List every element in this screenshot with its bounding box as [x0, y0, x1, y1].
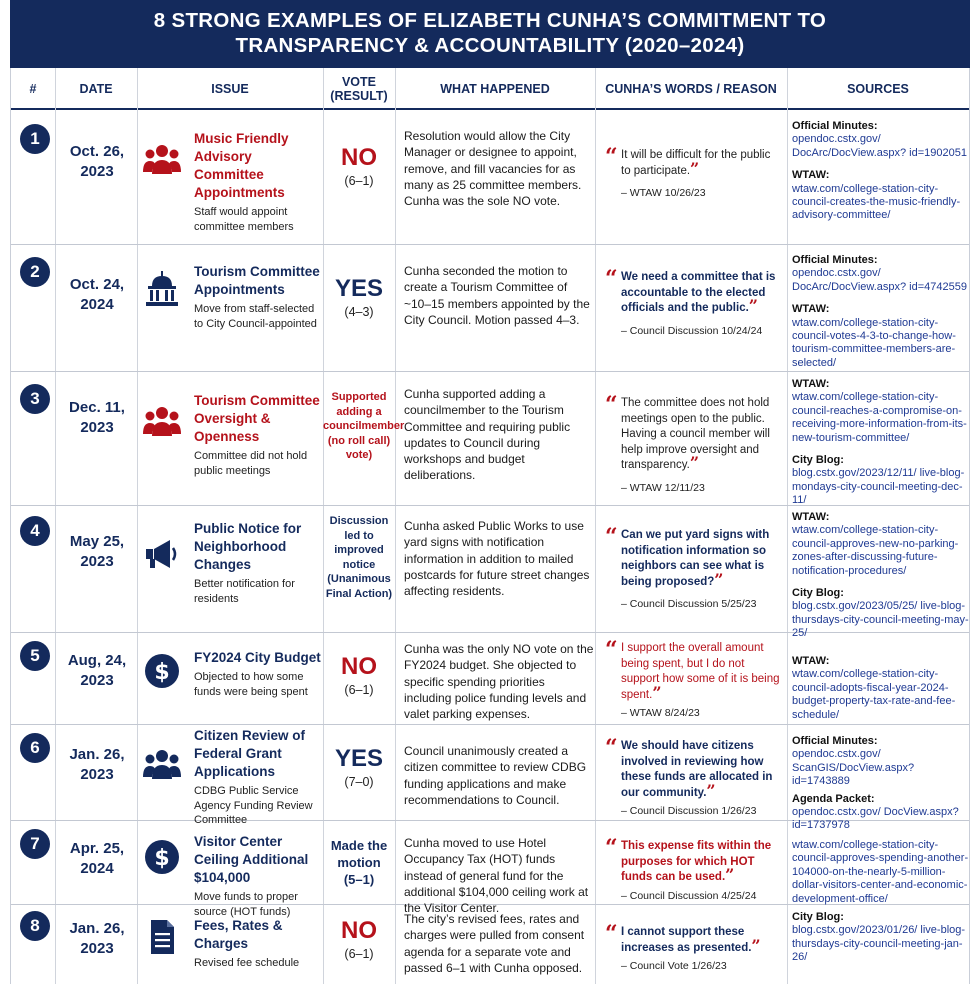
source-label: Official Minutes:	[792, 254, 878, 266]
row-sources	[792, 911, 970, 965]
source-label: Agenda Packet:	[792, 792, 875, 805]
quote-source: – Council Vote 1/26/23	[621, 960, 727, 972]
vote-count: (5–1)	[343, 872, 375, 887]
quote-source: – Council Discussion 5/25/23	[621, 598, 757, 610]
source-link[interactable]: opendoc.cstx.gov/ DocArc/DocView.aspx? id=4742559	[792, 267, 967, 293]
what-happened: Cunha seconded the motion to create a Tourism Committee of ~10–15 members appointed by the City Council. Motion passed 4–3.	[404, 264, 590, 327]
vote-result: YES	[334, 745, 384, 772]
vote-result: Discussion led to improved notice (Unanimous Final Action)	[325, 515, 393, 600]
issue-title: Tourism Committee Appointments	[194, 264, 320, 297]
row-issue	[194, 130, 324, 234]
source-label: City Blog:	[792, 454, 844, 467]
source-link[interactable]: opendoc.cstx.gov/ DocArc/DocView.aspx? id=1902051	[792, 133, 967, 159]
vote-result: YES	[334, 275, 384, 302]
header-date: DATE	[79, 82, 113, 96]
row-sources	[792, 254, 970, 370]
source-link[interactable]: opendoc.cstx.gov/ ScanGIS/DocView.aspx? id=1743889	[792, 748, 915, 788]
header-sources: SOURCES	[847, 82, 909, 96]
row-vote	[323, 390, 405, 463]
people-icon	[142, 402, 182, 442]
source-link[interactable]: blog.cstx.gov/2023/01/26/ live-blog-thursdays-city-council-meeting-jan-26/	[792, 924, 966, 964]
quote-text: I support the overall amount being spent, but I do not support how some of it is being spent.	[621, 642, 780, 701]
row-sources	[792, 378, 970, 508]
row-date: Dec. 11, 2023	[69, 399, 125, 436]
row-date: May 25, 2023	[69, 533, 125, 570]
row-date: Apr. 25, 2024	[69, 840, 125, 877]
svg-text:$: $	[154, 846, 170, 871]
row-vote	[323, 917, 395, 961]
row-vote	[323, 837, 395, 888]
quote-text: I cannot support these increases as presented.	[621, 926, 752, 954]
vote-count: (6–1)	[344, 174, 374, 188]
source-link[interactable]: opendoc.cstx.gov/ DocView.aspx?id=1737978	[792, 806, 959, 832]
title-line-2: TRANSPARENCY & ACCOUNTABILITY (2020–2024)	[235, 34, 745, 57]
row-date: Oct. 26, 2023	[69, 143, 125, 180]
table-row	[11, 372, 969, 506]
vote-result: NO	[341, 653, 377, 680]
quote-source: – WTAW 8/24/23	[621, 707, 700, 719]
what-happened: Cunha asked Public Works to use yard signs with notification information in addition to mailed postcards for future street changes affecting residents.	[404, 519, 590, 599]
quote-text: Can we put yard signs with notification information so neighbors can see what is being proposed?	[621, 529, 770, 588]
header-what: WHAT HAPPENED	[440, 82, 550, 96]
source-label: City Blog:	[792, 911, 844, 923]
row-issue	[194, 392, 324, 478]
cunha-quote: “ This expense fits within the purposes for which HOT funds can be used.” – Council Discussion 4/25/24	[605, 839, 781, 902]
row-vote	[323, 745, 395, 789]
table-row	[11, 633, 969, 725]
table-row	[11, 506, 969, 640]
row-sources	[792, 655, 970, 722]
source-link[interactable]: wtaw.com/college-station-city-council-votes-4-3-to-change-how-tourism-committee-members-are-selected/	[792, 316, 956, 369]
examples-table	[10, 68, 970, 984]
row-issue	[194, 917, 324, 971]
row-number-badge: 7	[20, 829, 50, 859]
vote-result: NO	[341, 917, 377, 944]
source-link[interactable]: wtaw.com/college-station-city-council-adopts-fiscal-year-2024-budget-property-tax-rate-and-fee-schedule/	[792, 668, 956, 721]
row-number-badge: 2	[20, 257, 50, 287]
header-num: #	[29, 82, 37, 96]
issue-title: Tourism Committee Oversight & Openness	[194, 393, 320, 444]
vote-count: (6–1)	[344, 947, 374, 961]
table-row	[11, 245, 969, 372]
dollar-icon	[142, 651, 182, 691]
issue-subtitle: Move funds to proper source (HOT funds)	[194, 891, 298, 918]
quote-source: – Council Discussion 4/25/24	[621, 889, 757, 902]
row-number-badge: 1	[20, 124, 50, 154]
header-vote	[323, 68, 395, 110]
table-row	[11, 905, 969, 984]
row-sources	[792, 839, 970, 906]
what-happened: Cunha supported adding a councilmember to the Tourism Committee and requiring public updates to Council during workshops and budget deliberations.	[404, 387, 571, 483]
issue-title: Fees, Rates & Charges	[194, 918, 283, 951]
vote-result: NO	[341, 144, 377, 171]
row-number-badge: 6	[20, 733, 50, 763]
cunha-quote: “ I support the overall amount being spent, but I do not support how some of it is being spent.” – WTAW 8/24/23	[605, 637, 780, 719]
source-label: Official Minutes:	[792, 735, 878, 747]
cunha-quote: “ We should have citizens involved in reviewing how these funds are allocated in our community.” – Council Discussion 1/26/23	[605, 739, 781, 817]
row-number-badge: 3	[20, 384, 50, 414]
what-happened: The city’s revised fees, rates and charges were pulled from consent agenda for a separate vote and passed 6–1 with Cunha opposed.	[404, 912, 585, 975]
row-number-badge: 4	[20, 516, 50, 546]
row-date: Jan. 26, 2023	[69, 746, 125, 783]
source-link[interactable]: wtaw.com/college-station-city-council-creates-the-music-friendly-advisory-committee/	[792, 182, 961, 222]
issue-subtitle: Revised fee schedule	[194, 957, 300, 969]
row-issue	[194, 649, 324, 699]
source-link[interactable]: wtaw.com/college-station-city-council-reaches-a-compromise-on-receiving-more-information-from-its-new-tourism-committee/	[792, 391, 967, 444]
vote-count: (4–3)	[344, 305, 374, 319]
row-sources	[792, 735, 970, 833]
row-sources	[792, 511, 970, 641]
document-icon	[142, 917, 182, 957]
source-label: WTAW:	[792, 511, 830, 523]
header-vote-line2: (RESULT)	[330, 89, 388, 103]
quote-source: – WTAW 10/26/23	[621, 187, 706, 199]
issue-title: FY2024 City Budget	[194, 650, 321, 665]
issue-subtitle: CDBG Public Service Agency Funding Review Committee	[194, 785, 313, 826]
table-row	[11, 112, 969, 245]
source-link[interactable]: blog.cstx.gov/2023/12/11/ live-blog-mondays-city-council-meeting-dec-11/	[792, 467, 965, 507]
row-vote	[323, 275, 395, 319]
quote-source: – Council Discussion 10/24/24	[621, 324, 763, 337]
issue-title: Citizen Review of Federal Grant Applications	[194, 728, 306, 779]
row-vote	[323, 144, 395, 188]
issue-subtitle: Objected to how some funds were being spent	[194, 671, 308, 698]
row-date: Jan. 26, 2023	[69, 920, 125, 957]
vote-result: Made the motion	[330, 838, 388, 870]
source-label: WTAW:	[792, 303, 830, 316]
people-icon	[142, 140, 182, 180]
source-label: City Blog:	[792, 587, 844, 600]
table-header	[11, 68, 969, 110]
source-label: Official Minutes:	[792, 120, 878, 132]
issue-subtitle: Staff would appoint committee members	[194, 206, 294, 233]
source-label: WTAW:	[792, 378, 830, 390]
row-issue	[194, 520, 324, 606]
row-vote	[323, 514, 395, 601]
issue-subtitle: Move from staff-selected to City Council-appointed	[194, 303, 317, 330]
row-sources	[792, 120, 970, 223]
what-happened: Council unanimously created a citizen committee to review CDBG funding applications and make recommendations to Council.	[404, 744, 587, 807]
dollar-icon	[142, 837, 182, 877]
source-link[interactable]: wtaw.com/college-station-city-council-approves-spending-another-104000-on-the-nearly-5-million-dollar-visitors-center-and-economic-development-office/	[792, 839, 969, 905]
vote-count: (7–0)	[344, 775, 374, 789]
cunha-quote: “ We need a committee that is accountable to the elected officials and the public.” – Council Discussion 10/24/24	[605, 270, 781, 337]
quote-source: – WTAW 12/11/23	[621, 481, 705, 494]
quote-text: We should have citizens involved in reviewing how these funds are allocated in our community.	[621, 740, 773, 799]
svg-text:$: $	[154, 660, 170, 685]
source-link[interactable]: blog.cstx.gov/2023/05/25/ live-blog-thursdays-city-council-meeting-may-25/	[792, 600, 969, 640]
table-row	[11, 725, 969, 832]
header-issue: ISSUE	[211, 82, 249, 96]
vote-count: (6–1)	[344, 683, 374, 697]
issue-subtitle: Better notification for residents	[194, 578, 295, 605]
source-label: WTAW:	[792, 169, 830, 182]
row-number-badge: 8	[20, 911, 50, 941]
quote-text: We need a committee that is accountable to the elected officials and the public.	[621, 271, 776, 314]
row-date: Oct. 24, 2024	[69, 276, 125, 313]
source-label: WTAW:	[792, 655, 830, 667]
title-line-1: 8 STRONG EXAMPLES OF ELIZABETH CUNHA’S COMMITMENT TO	[153, 9, 827, 32]
cunha-quote: “ I cannot support these increases as presented.” – Council Vote 1/26/23	[605, 925, 781, 972]
cunha-quote: “ Can we put yard signs with notification information so neighbors can see what is being proposed?” – Council Discussion 5/25/23	[605, 528, 781, 610]
megaphone-icon	[142, 534, 182, 574]
row-date: Aug, 24, 2023	[67, 652, 127, 689]
cunha-quote: “ It will be difficult for the public to participate.” – WTAW 10/26/23	[605, 148, 781, 199]
source-link[interactable]: wtaw.com/college-station-city-council-approves-new-no-parking-zones-after-discussing-future-notification-procedures/	[792, 524, 959, 577]
issue-title: Music Friendly Advisory Committee Appointments	[194, 131, 289, 200]
header-words: CUNHA’S WORDS / REASON	[605, 82, 777, 96]
vote-result: Supported adding a councilmember (no roll call) vote)	[323, 391, 405, 461]
quote-text: It will be difficult for the public to participate.	[621, 149, 771, 177]
what-happened: Resolution would allow the City Manager or designee to appoint, remove, and fill vacancies for as many as 25 committee members. Cunha was the sole NO vote.	[404, 129, 582, 209]
what-happened: Cunha was the only NO vote on the FY2024 budget. She objected to specific spending priorities including police funding levels and valet parking expenses.	[404, 642, 594, 722]
group-icon	[142, 745, 182, 785]
row-vote	[323, 653, 395, 697]
quote-text: The committee does not hold meetings open to the public. Having a council member will help improve oversight and transparency.	[621, 397, 770, 471]
capitol-icon	[142, 269, 182, 309]
issue-title: Visitor Center Ceiling Additional $104,000	[194, 834, 309, 885]
row-issue	[194, 263, 324, 331]
issue-subtitle: Committee did not hold public meetings	[194, 450, 308, 477]
page-title	[10, 0, 970, 68]
quote-source: – Council Discussion 1/26/23	[621, 805, 757, 817]
what-happened: Cunha moved to use Hotel Occupancy Tax (HOT) funds instead of general fund for the additional $104,000 ceiling work at the Visitor Center.	[404, 836, 589, 916]
cunha-quote: “ The committee does not hold meetings open to the public. Having a council member will help improve oversight and transparency.” – WTAW 12/11/23	[605, 396, 781, 494]
header-vote-line1: VOTE	[341, 75, 377, 89]
row-issue	[194, 727, 324, 828]
issue-title: Public Notice for Neighborhood Changes	[194, 521, 302, 572]
quote-text: This expense fits within the purposes for which HOT funds can be used.	[621, 840, 772, 883]
row-number-badge: 5	[20, 641, 50, 671]
